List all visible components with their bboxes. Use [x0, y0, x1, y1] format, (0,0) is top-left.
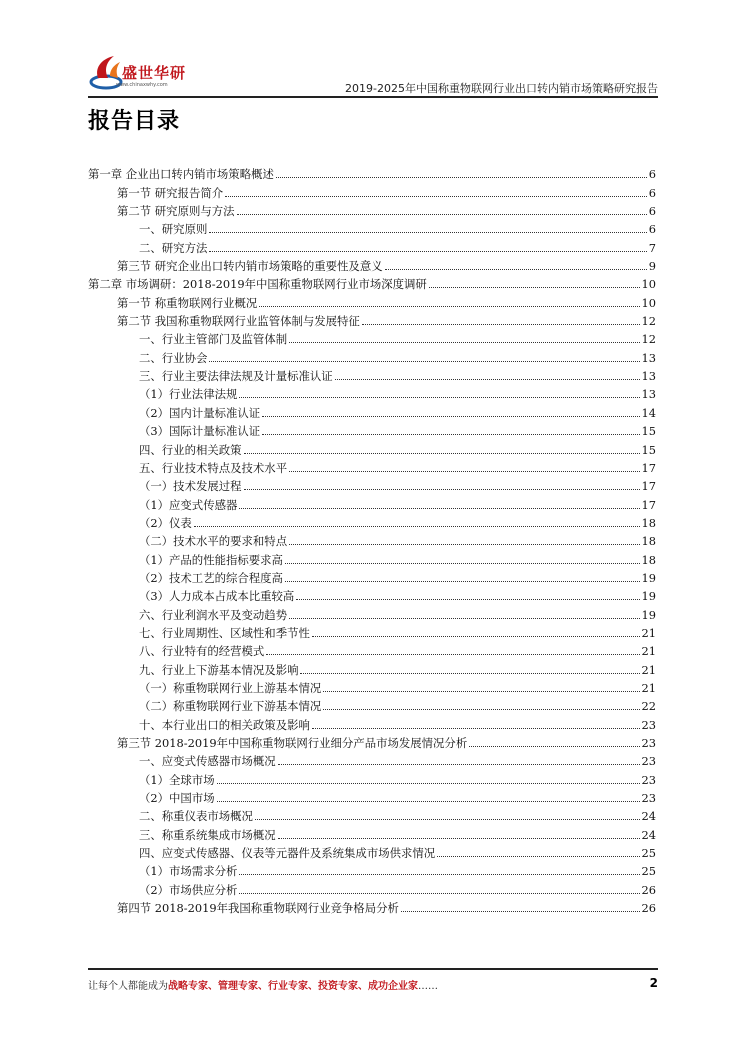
toc-entry-page: 23 [641, 717, 656, 732]
toc-entry-page: 17 [641, 497, 656, 512]
toc-entry[interactable] [88, 273, 656, 291]
toc-entry[interactable] [88, 530, 656, 548]
toc-leader-dots [323, 691, 639, 692]
toc-entry-label: （2）市场供应分析 [139, 882, 238, 897]
toc-entry-label: 八、行业特有的经营模式 [139, 644, 265, 659]
toc-entry-page: 23 [641, 772, 656, 787]
toc-entry-page: 19 [641, 589, 656, 604]
toc-leader-dots [285, 563, 640, 564]
toc-entry[interactable] [88, 457, 656, 475]
toc-entry-label: 一、行业主管部门及监管体制 [139, 332, 288, 347]
logo-text: 盛世华研 [122, 64, 187, 82]
toc-entry-label: （2）国内计量标准认证 [139, 405, 261, 420]
toc-leader-dots [262, 416, 639, 417]
toc-entry-page: 26 [641, 901, 656, 916]
toc-entry-label: 第一节 称重物联网行业概况 [117, 295, 258, 310]
toc-entry[interactable] [88, 310, 656, 328]
toc-leader-dots [469, 746, 639, 747]
toc-leader-dots [244, 453, 640, 454]
toc-entry-label: 第二章 市场调研：2018-2019年中国称重物联网行业市场深度调研 [88, 277, 427, 292]
toc-entry-page: 6 [648, 167, 656, 182]
toc-entry[interactable] [88, 567, 656, 585]
toc-leader-dots [262, 434, 639, 435]
toc-entry[interactable] [88, 823, 656, 841]
toc-leader-dots [401, 911, 640, 912]
toc-entry-page: 15 [641, 442, 656, 457]
toc-leader-dots [239, 874, 639, 875]
toc-entry[interactable] [88, 365, 656, 383]
toc-entry[interactable] [88, 878, 656, 896]
toc-leader-dots [312, 728, 640, 729]
toc-entry[interactable] [88, 750, 656, 768]
toc-entry-label: 二、行业协会 [139, 350, 208, 365]
page-number: 2 [649, 976, 658, 990]
report-header-title: 2019-2025年中国称重物联网行业出口转内销市场策略研究报告 [345, 82, 658, 95]
toc-entry[interactable] [88, 677, 656, 695]
toc-entry[interactable] [88, 897, 656, 915]
toc-entry[interactable] [88, 291, 656, 309]
toc-entry[interactable] [88, 255, 656, 273]
toc-entry-page: 12 [641, 314, 656, 329]
toc-entry-label: 九、行业上下游基本情况及影响 [139, 662, 299, 677]
toc-entry-label: （二）称重物联网行业下游基本情况 [139, 699, 322, 714]
toc-entry[interactable] [88, 383, 656, 401]
toc-entry-page: 23 [641, 736, 656, 750]
toc-entry-label: 十、本行业出口的相关政策及影响 [139, 717, 310, 732]
toc-entry-page: 6 [648, 185, 656, 200]
toc-entry-label: （1）产品的性能指标要求高 [139, 552, 283, 567]
toc-entry-page: 25 [641, 846, 656, 861]
toc-entry[interactable] [88, 328, 656, 346]
toc-entry-page: 17 [641, 479, 656, 494]
toc-entry-label: 第二节 我国称重物联网行业监管体制与发展特征 [117, 314, 360, 329]
toc-entry-label: （二）技术水平的要求和特点 [139, 534, 288, 549]
toc-entry[interactable] [88, 842, 656, 860]
toc-leader-dots [437, 856, 639, 857]
toc-leader-dots [289, 342, 639, 343]
toc-entry[interactable] [88, 475, 656, 493]
toc-leader-dots [429, 287, 640, 288]
toc-entry-label: 第一章 企业出口转内销市场策略概述 [88, 167, 274, 182]
page-title: 报告目录 [88, 109, 181, 134]
toc-entry-page: 10 [641, 277, 656, 292]
toc-entry-label: （1）应变式传感器 [139, 497, 238, 512]
toc-entry[interactable] [88, 236, 656, 254]
toc-entry[interactable] [88, 640, 656, 658]
toc-entry-label: 五、行业技术特点及技术水平 [139, 460, 288, 475]
toc-entry-label: 第二节 研究原则与方法 [117, 204, 235, 219]
toc-entry-page: 6 [648, 204, 656, 219]
toc-entry-page: 22 [641, 699, 656, 714]
toc-entry[interactable] [88, 713, 656, 731]
toc-leader-dots [278, 838, 640, 839]
toc-entry[interactable] [88, 493, 656, 511]
toc-entry-label: （一）称重物联网行业上游基本情况 [139, 680, 322, 695]
toc-leader-dots [194, 526, 640, 527]
toc-leader-dots [289, 618, 639, 619]
toc-entry[interactable] [88, 585, 656, 603]
toc-entry-page: 13 [641, 369, 656, 384]
toc-entry-label: 三、称重系统集成市场概况 [139, 827, 276, 842]
toc-entry[interactable] [88, 218, 656, 236]
toc-leader-dots [239, 508, 639, 509]
toc-entry-label: 一、应变式传感器市场概况 [139, 754, 276, 769]
toc-entry-page: 9 [648, 259, 656, 274]
toc-leader-dots [225, 196, 647, 197]
toc-entry-page: 13 [641, 387, 656, 402]
toc-entry-label: 二、研究方法 [139, 240, 208, 255]
toc-leader-dots [278, 764, 640, 765]
toc-entry-page: 23 [641, 791, 656, 806]
footer-slogan-prefix: 让每个人都能成为 [88, 981, 168, 992]
toc-entry-label: 第三节 2018-2019年中国称重物联网行业细分产品市场发展情况分析 [117, 736, 468, 750]
footer-slogan-suffix: …… [418, 981, 438, 992]
toc-entry[interactable] [88, 181, 656, 199]
toc-entry-page: 10 [641, 295, 656, 310]
toc-entry-page: 7 [648, 240, 656, 255]
toc-entry[interactable] [88, 163, 656, 181]
toc-entry[interactable] [88, 420, 656, 438]
toc-entry-label: 一、研究原则 [139, 222, 208, 237]
toc-entry-label: （2）技术工艺的综合程度高 [139, 570, 283, 585]
toc-entry-label: 四、行业的相关政策 [139, 442, 242, 457]
toc-entry[interactable] [88, 512, 656, 530]
toc-leader-dots [300, 673, 639, 674]
toc-leader-dots [237, 214, 647, 215]
toc-entry-label: （一）技术发展过程 [139, 479, 242, 494]
toc-entry-page: 25 [641, 864, 656, 879]
toc-entry-page: 26 [641, 882, 656, 897]
footer-slogan [88, 977, 438, 992]
toc-entry-page: 23 [641, 754, 656, 769]
toc-leader-dots [296, 599, 639, 600]
table-of-contents [88, 163, 656, 915]
toc-entry-page: 18 [641, 552, 656, 567]
toc-entry-page: 15 [641, 424, 656, 439]
toc-leader-dots [266, 654, 639, 655]
toc-entry-label: 三、行业主要法律法规及计量标准认证 [139, 369, 333, 384]
toc-entry[interactable] [88, 695, 656, 713]
toc-leader-dots [209, 232, 646, 233]
toc-leader-dots [385, 269, 647, 270]
toc-entry-page: 18 [641, 534, 656, 549]
footer-slogan-highlight: 战略专家、管理专家、行业专家、投资专家、成功企业家 [168, 981, 418, 992]
toc-entry[interactable] [88, 401, 656, 419]
toc-leader-dots [244, 489, 640, 490]
toc-entry[interactable] [88, 805, 656, 823]
toc-entry-label: （3）人力成本占成本比重较高 [139, 589, 295, 604]
toc-leader-dots [335, 379, 640, 380]
toc-entry[interactable] [88, 200, 656, 218]
toc-leader-dots [289, 471, 639, 472]
toc-entry-label: （1）市场需求分析 [139, 864, 238, 879]
toc-entry-label: 七、行业周期性、区域性和季节性 [139, 625, 310, 640]
company-logo [88, 52, 198, 94]
toc-leader-dots [217, 783, 640, 784]
header-divider [88, 96, 658, 98]
toc-leader-dots [285, 581, 640, 582]
toc-leader-dots [276, 177, 647, 178]
toc-entry-page: 24 [641, 827, 656, 842]
page-header [88, 52, 658, 98]
toc-entry-page: 24 [641, 809, 656, 824]
toc-entry-label: 六、行业利润水平及变动趋势 [139, 607, 288, 622]
toc-entry-page: 12 [641, 332, 656, 347]
toc-entry-page: 21 [641, 662, 656, 677]
toc-entry-page: 19 [641, 607, 656, 622]
toc-entry-page: 21 [641, 625, 656, 640]
toc-leader-dots [255, 819, 640, 820]
toc-entry-page: 13 [641, 350, 656, 365]
toc-entry-label: 二、称重仪表市场概况 [139, 809, 253, 824]
logo-url: www.chinaxwhy.com [116, 82, 168, 88]
toc-entry-label: （2）仪表 [139, 515, 192, 530]
toc-entry-label: （1）行业法律法规 [139, 387, 238, 402]
toc-entry-label: （3）国际计量标准认证 [139, 424, 261, 439]
toc-leader-dots [239, 397, 639, 398]
toc-entry-label: （1）全球市场 [139, 772, 215, 787]
toc-leader-dots [209, 361, 639, 362]
toc-entry[interactable] [88, 768, 656, 786]
toc-entry-page: 18 [641, 515, 656, 530]
toc-entry[interactable] [88, 622, 656, 640]
toc-entry-label: 第三节 研究企业出口转内销市场策略的重要性及意义 [117, 259, 383, 274]
toc-entry[interactable] [88, 787, 656, 805]
toc-entry[interactable] [88, 658, 656, 676]
toc-leader-dots [362, 324, 640, 325]
toc-entry[interactable] [88, 732, 656, 750]
toc-entry-page: 17 [641, 460, 656, 475]
toc-entry-page: 21 [641, 644, 656, 659]
toc-entry-page: 6 [648, 222, 656, 237]
toc-entry[interactable] [88, 603, 656, 621]
toc-leader-dots [289, 544, 639, 545]
toc-entry-label: （2）中国市场 [139, 791, 215, 806]
toc-entry[interactable] [88, 860, 656, 878]
toc-entry-label: 第一节 研究报告简介 [117, 185, 224, 200]
toc-entry[interactable] [88, 548, 656, 566]
toc-leader-dots [239, 893, 639, 894]
toc-leader-dots [323, 709, 639, 710]
toc-leader-dots [209, 251, 646, 252]
toc-entry[interactable] [88, 438, 656, 456]
toc-entry[interactable] [88, 346, 656, 364]
toc-entry-page: 21 [641, 680, 656, 695]
footer-divider [88, 968, 658, 970]
toc-entry-label: 第四节 2018-2019年我国称重物联网行业竞争格局分析 [117, 901, 399, 916]
toc-entry-label: 四、应变式传感器、仪表等元器件及系统集成市场供求情况 [139, 846, 436, 861]
toc-leader-dots [312, 636, 640, 637]
toc-entry-page: 19 [641, 570, 656, 585]
toc-leader-dots [217, 801, 640, 802]
toc-leader-dots [259, 306, 639, 307]
toc-entry-page: 14 [641, 405, 656, 420]
